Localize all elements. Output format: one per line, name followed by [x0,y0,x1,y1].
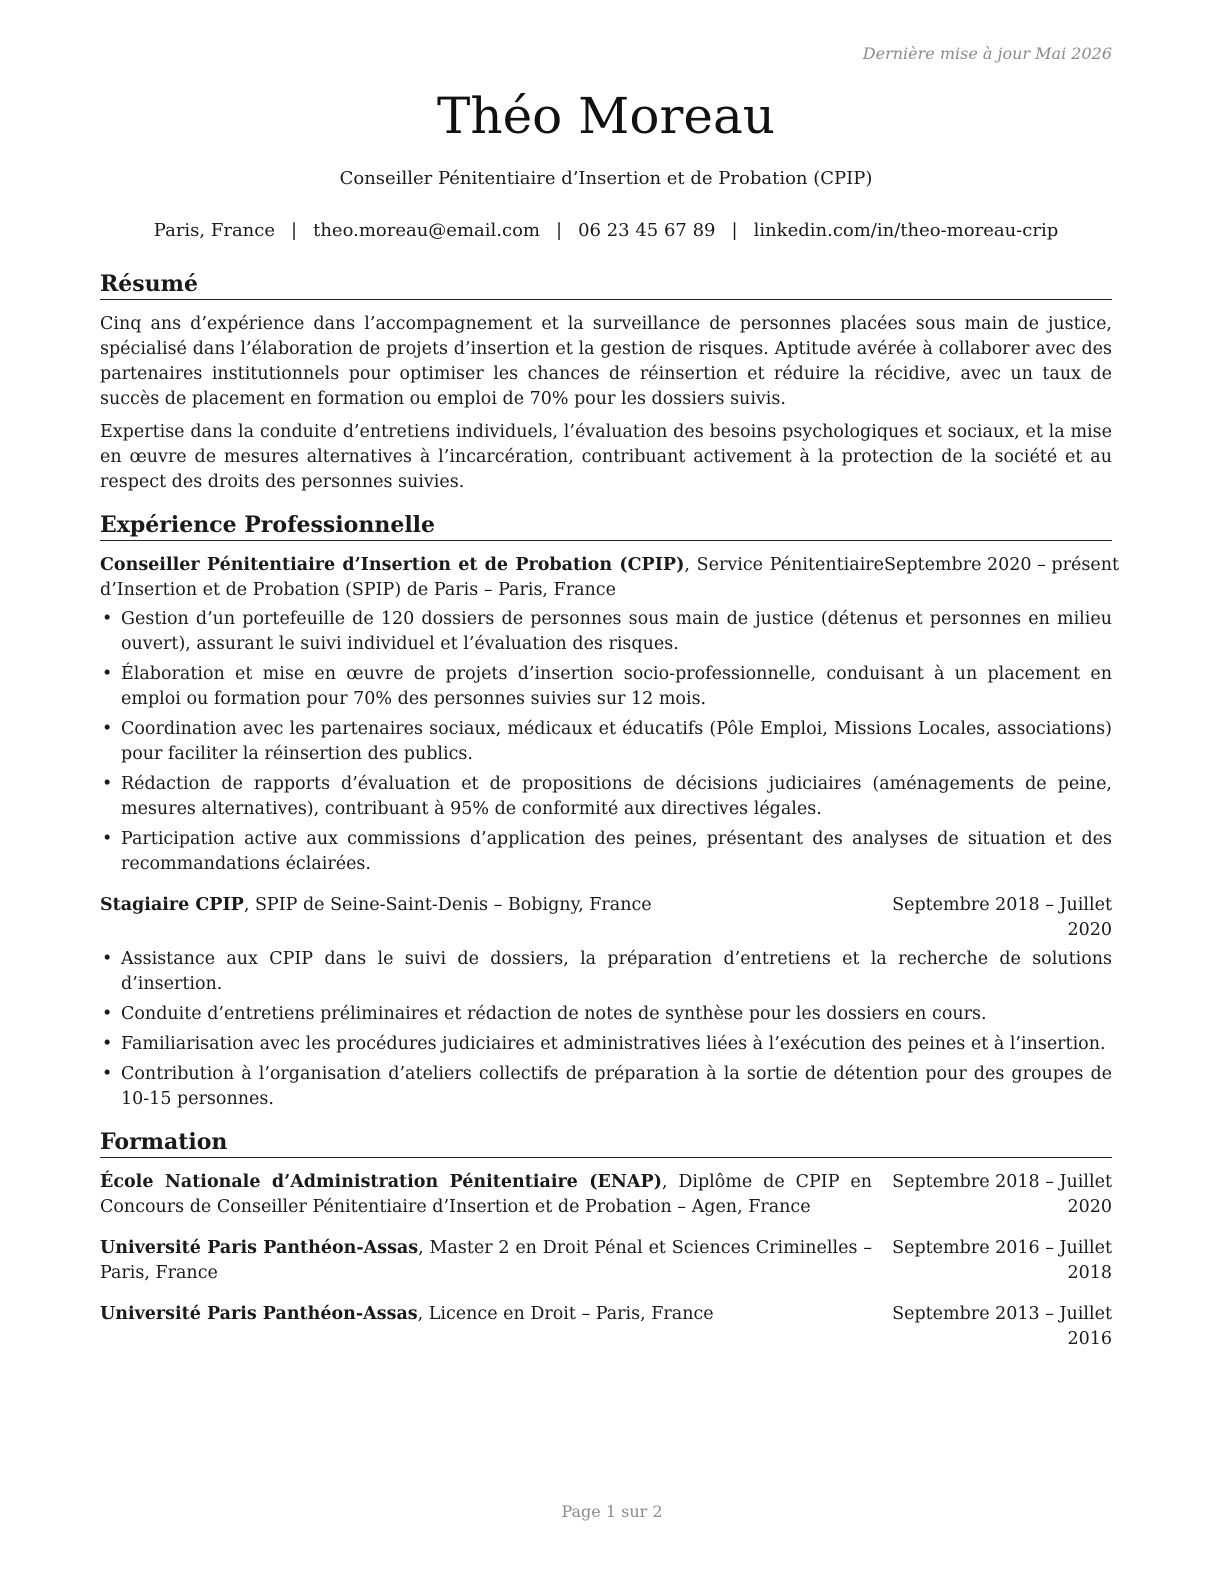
education-details: , Master 2 en Droit Pénal et Sciences Criminelles – Paris, France [100,1238,872,1283]
list-item: • Rédaction de rapports d’évaluation et de propositions de décisions judiciaires (aménagements de peine, mesures alternatives), contribuant à 95% de conformité aux directives légales. [100,772,1112,822]
job-employer: , SPIP de Seine-Saint-Denis – Bobigny, France [243,895,652,915]
page-number: Page 1 sur 2 [561,1502,663,1521]
education-details: , Diplôme de CPIP en Concours de Conseiller Pénitentiaire d’Insertion et de Probation – Agen, France [100,1172,872,1217]
contact-separator: | [555,220,563,241]
education-section [100,1128,1112,1352]
job-role: Stagiaire CPIP [100,895,244,915]
candidate-title: Conseiller Pénitentiaire d’Insertion et de Probation (CPIP) [339,168,873,189]
contact-location: Paris, France [153,220,276,241]
education-header [100,1236,1112,1286]
summary-paragraph: Cinq ans d’expérience dans l’accompagnement et la surveillance de personnes placées sous main de justice, spécialisé dans l’élaboration de projets d’insertion et la gestion de risques. Aptitude avérée à collaborer avec des partenaires institutionnels pour optimiser les chances de réinsertion et réduire la récidive, avec un taux de succès de placement en formation ou emploi de 70% pour les dossiers suivis. [100,314,1112,409]
education-dates: Septembre 2013 – Juillet 2016 [892,1304,1112,1349]
education-header [100,1302,1112,1352]
job-dates: Septembre 2018 – Juillet 2020 [892,895,1112,940]
job-role: Conseiller Pénitentiaire d’Insertion et de Probation (CPIP) [100,555,685,575]
experience-section [100,511,1119,1112]
education-school: Université Paris Panthéon-Assas [100,1304,418,1324]
candidate-name: Théo Moreau [437,87,775,145]
list-item: • Coordination avec les partenaires sociaux, médicaux et éducatifs (Pôle Emploi, Missions Locales, associations) pour faciliter la réinsertion des publics. [100,717,1112,767]
job-bullets [100,607,1112,877]
education-school: Université Paris Panthéon-Assas [100,1238,419,1258]
education-dates: Septembre 2018 – Juillet 2020 [892,1172,1112,1217]
list-item: • Élaboration et mise en œuvre de projets d’insertion socio-professionnelle, conduisant à un placement en emploi ou formation pour 70% des personnes suivies sur 12 mois. [100,662,1112,712]
list-item: • Assistance aux CPIP dans le suivi de dossiers, la préparation d’entretiens et la recherche de solutions d’insertion. [100,947,1112,997]
contact-separator: | [291,220,298,241]
summary-paragraph: Expertise dans la conduite d’entretiens individuels, l’évaluation des besoins psychologiques et sociaux, et la mise en œuvre de mesures alternatives à l’incarcération, contribuant activement à la protection de la société et au respect des droits des personnes suivies. [100,422,1112,492]
education-school: École Nationale d’Administration Pénitentiaire (ENAP) [100,1172,662,1192]
education-dates: Septembre 2016 – Juillet 2018 [892,1238,1112,1283]
job-bullets [100,947,1112,1112]
job-header [100,553,1119,603]
last-updated: Dernière mise à jour Mai 2026 [862,44,1112,63]
experience-heading: Expérience Professionnelle [100,511,1112,541]
education-heading: Formation [100,1128,1112,1158]
summary-heading: Résumé [100,270,1112,300]
list-item: • Gestion d’un portefeuille de 120 dossiers de personnes sous main de justice (détenus et personnes en milieu ouvert), assurant le suivi individuel et l’évaluation des risques. [100,607,1112,657]
contact-line [100,220,1112,241]
education-entry [100,1302,1112,1352]
list-item: • Conduite d’entretiens préliminaires et rédaction de notes de synthèse pour les dossiers en cours. [100,1002,1112,1027]
list-item: • Participation active aux commissions d’application des peines, présentant des analyses de situation et des recommandations éclairées. [100,827,1112,877]
list-item: • Contribution à l’organisation d’ateliers collectifs de préparation à la sortie de détention pour des groupes de 10-15 personnes. [100,1062,1112,1112]
job-employer: , Service Pénitentiaire d’Insertion et de Probation (SPIP) de Paris – Paris, France [100,555,885,600]
summary-section [100,270,1112,495]
education-details: , Licence en Droit – Paris, France [417,1304,714,1324]
job-entry [100,893,1112,1112]
list-item: • Familiarisation avec les procédures judiciaires et administratives liées à l’exécution des peines et à l’insertion. [100,1032,1112,1057]
contact-linkedin[interactable]: linkedin.com/in/theo-moreau-crip [753,220,1059,241]
contact-email[interactable]: theo.moreau@email.com [313,220,540,241]
job-entry [100,553,1119,877]
education-entry [100,1236,1112,1286]
contact-separator: | [731,220,738,241]
education-header [100,1170,1112,1220]
education-entry [100,1170,1112,1220]
job-header [100,893,1112,943]
job-dates: Septembre 2020 – présent [884,555,1119,575]
contact-phone[interactable]: 06 23 45 67 89 [578,220,716,241]
resume-content [100,270,1119,1368]
